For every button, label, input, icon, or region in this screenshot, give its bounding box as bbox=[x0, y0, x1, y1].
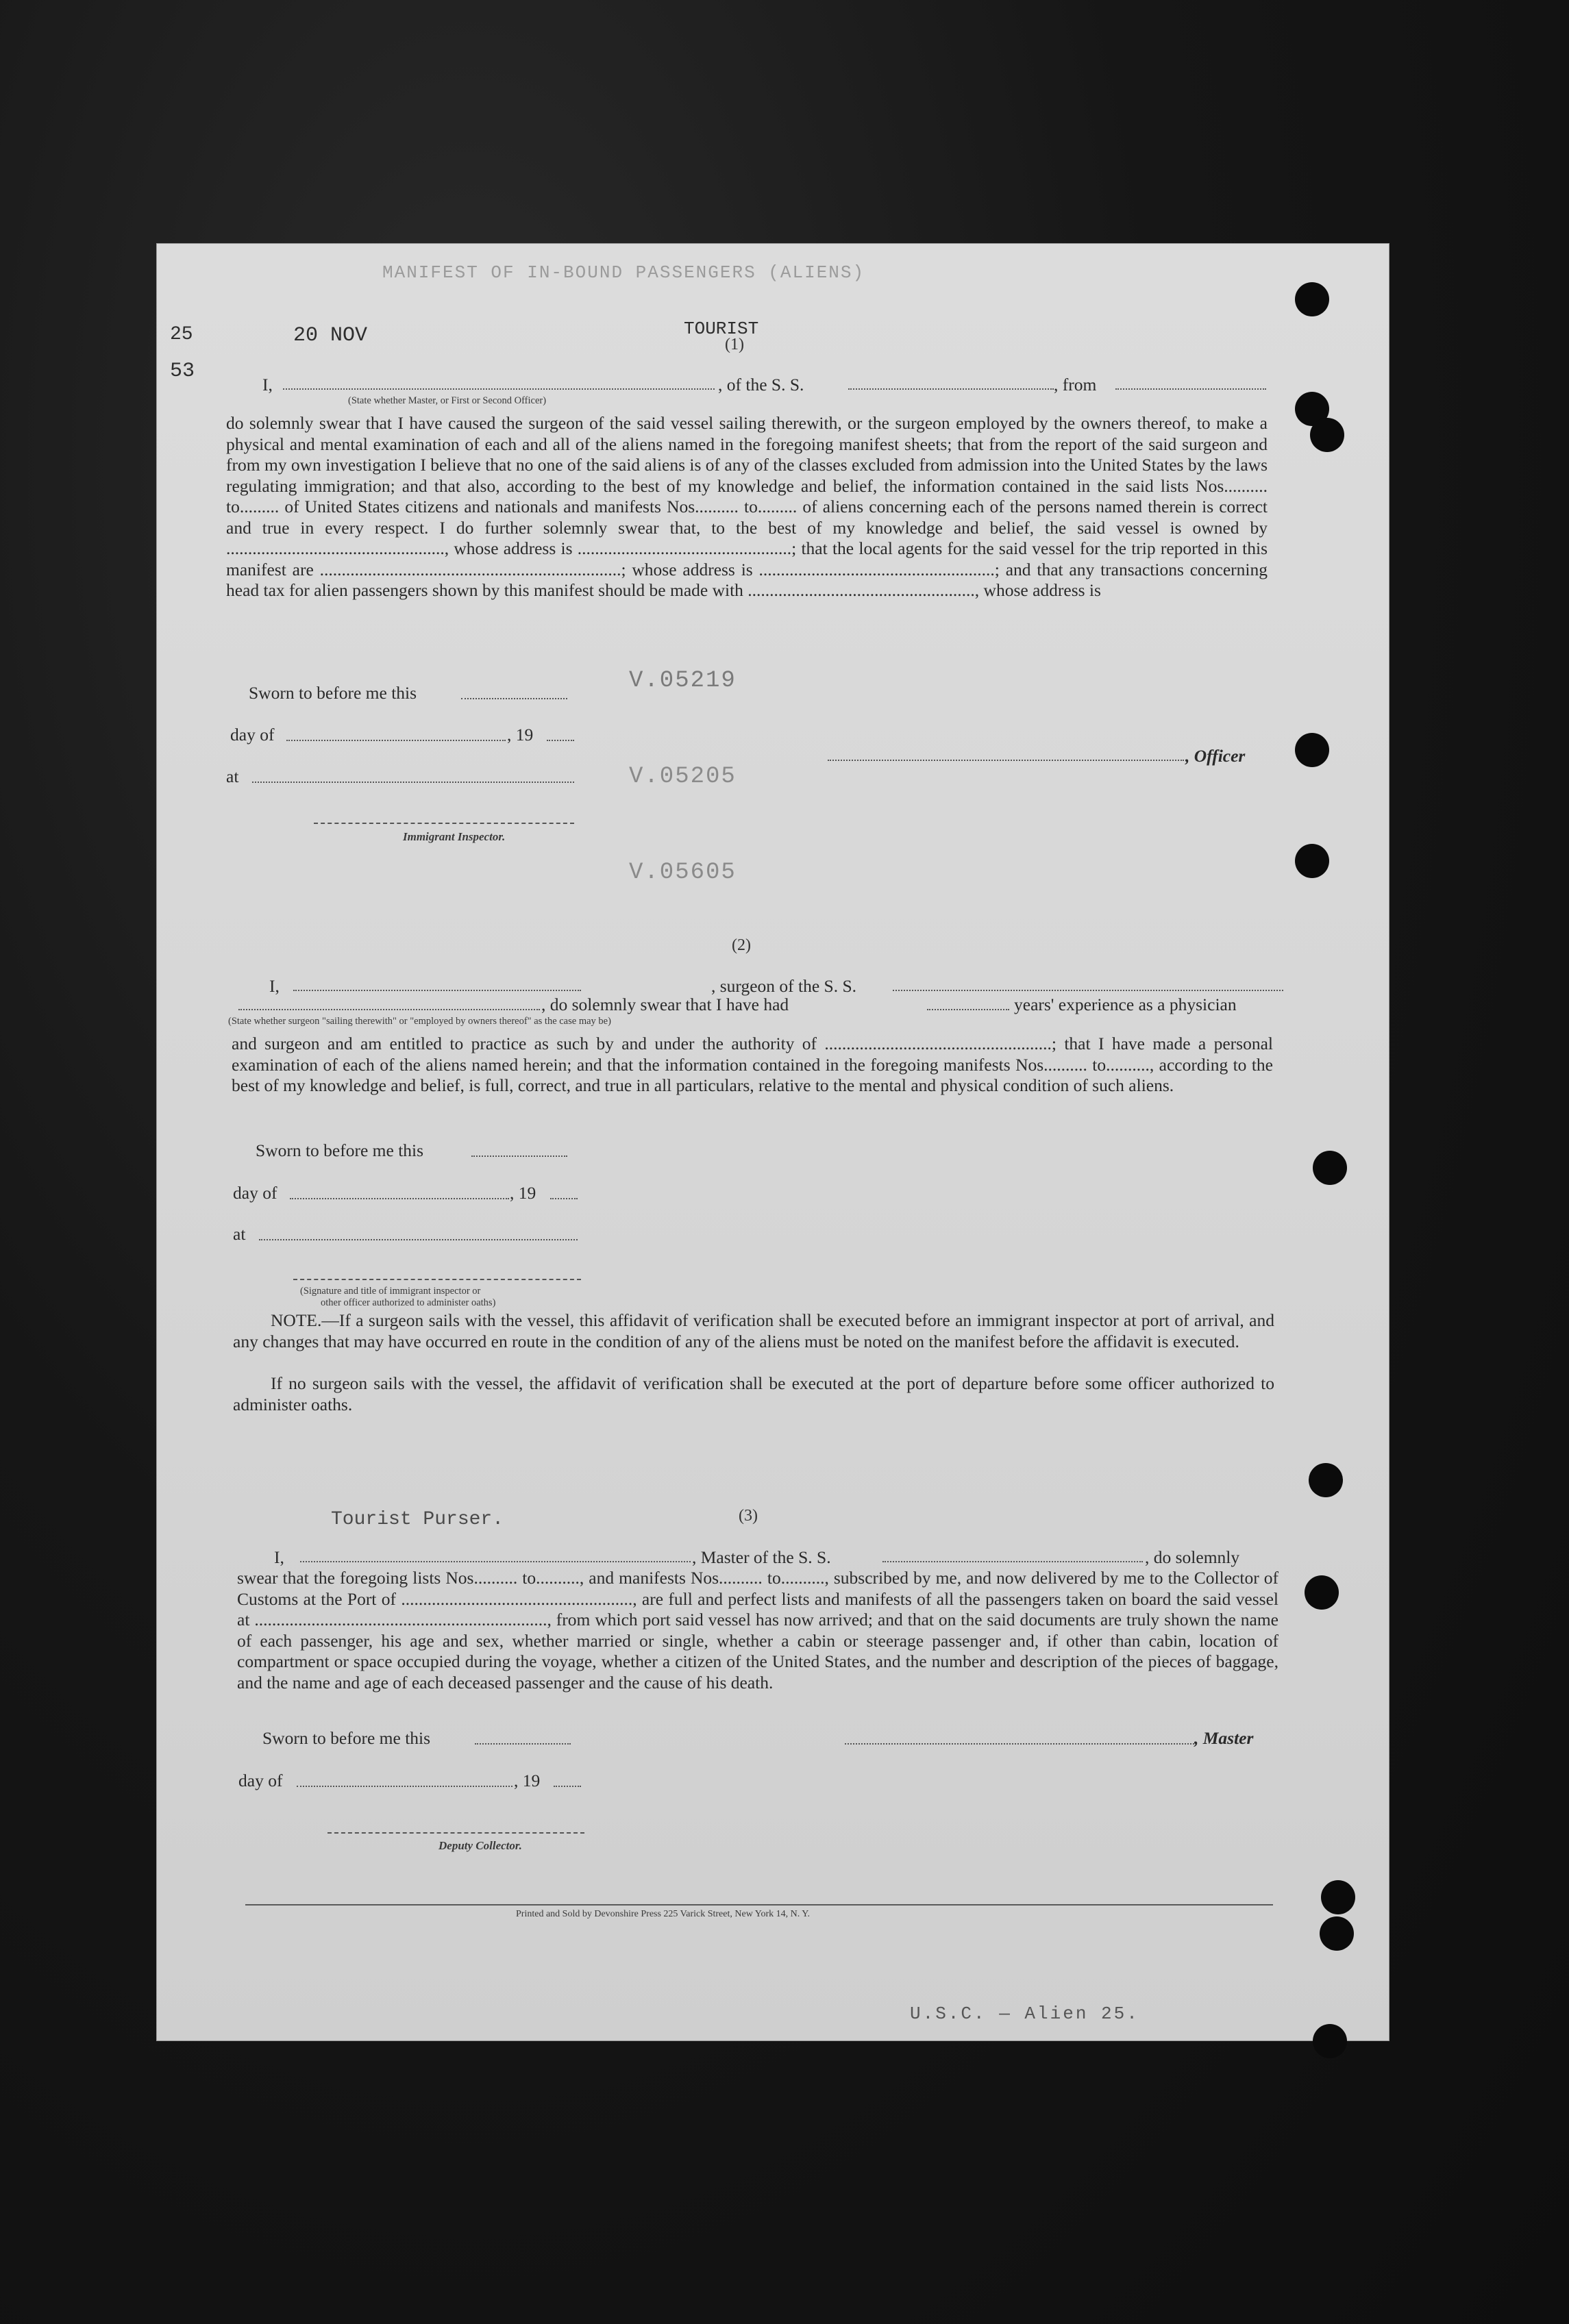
s1-at-label: at bbox=[226, 766, 239, 786]
s3-sworn-label: Sworn to before me this bbox=[262, 1728, 431, 1748]
bleed-through-header: MANIFEST OF IN-BOUND PASSENGERS (ALIENS) bbox=[382, 262, 865, 283]
s2-year-label: , 19 bbox=[510, 1183, 536, 1203]
s3-line1-end: , do solemnly bbox=[1145, 1547, 1240, 1567]
s2-sworn-line[interactable] bbox=[471, 1155, 567, 1157]
binder-hole bbox=[1309, 1463, 1343, 1497]
s3-sworn-line[interactable] bbox=[475, 1743, 571, 1745]
binder-hole bbox=[1320, 1916, 1354, 1951]
s1-line1-from: , from bbox=[1054, 375, 1097, 395]
s2-day-of-label: day of bbox=[233, 1183, 277, 1203]
s2-signature-caption-2: other officer authorized to administer oaths) bbox=[321, 1297, 496, 1308]
s3-master-label: , Master bbox=[1194, 1728, 1254, 1748]
s3-collector-line[interactable] bbox=[328, 1832, 584, 1834]
s2-title-line[interactable] bbox=[238, 1009, 540, 1010]
s2-note-2: If no surgeon sails with the vessel, the affidavit of verification shall be executed at the port of departure before some officer authorized to administer oaths. bbox=[233, 1373, 1274, 1414]
s3-year-label: , 19 bbox=[514, 1771, 541, 1790]
binder-hole bbox=[1295, 282, 1329, 316]
s1-inspector-line[interactable] bbox=[314, 823, 574, 824]
s3-day-line[interactable] bbox=[297, 1786, 512, 1787]
date-stamp: 20 NOV bbox=[293, 324, 368, 347]
s3-master-name-line[interactable] bbox=[300, 1561, 691, 1562]
left-margin-number: 53 bbox=[170, 360, 195, 383]
form-number: U.S.C. — Alien 25. bbox=[910, 2003, 1139, 2024]
binder-hole bbox=[1295, 844, 1329, 878]
s2-years-line[interactable] bbox=[927, 1009, 1009, 1010]
binder-hole bbox=[1305, 1575, 1339, 1610]
s3-handwritten-name: Tourist Purser. bbox=[331, 1509, 504, 1530]
s2-note: NOTE.—If a surgeon sails with the vessel, this affidavit of verification shall be executed before an immigrant inspector at port of arrival, and any changes that may have occurred en route in the condition of any of the aliens must be noted on the manifest before the affidavit is executed. bbox=[233, 1310, 1274, 1351]
s3-line1-mid: , Master of the S. S. bbox=[692, 1547, 831, 1567]
printer-credit: Printed and Sold by Devonshire Press 225 Varick Street, New York 14, N. Y. bbox=[516, 1909, 811, 1919]
s1-caption: (State whether Master, or First or Second Officer) bbox=[348, 395, 547, 406]
bleed-through-mark: V.05205 bbox=[629, 764, 737, 790]
s1-officer-name-line[interactable] bbox=[283, 388, 715, 390]
section-1-number: (1) bbox=[725, 336, 744, 353]
manifest-page bbox=[156, 243, 1389, 2041]
s3-master-signature-line[interactable] bbox=[845, 1743, 1194, 1745]
s1-officer-signature-line[interactable] bbox=[828, 760, 1184, 761]
binder-hole bbox=[1321, 1880, 1355, 1914]
s1-day-of-label: day of bbox=[230, 725, 275, 745]
s1-oath-paragraph: do solemnly swear that I have caused the surgeon of the said vessel sailing therewith, or the surgeon employed by the owners thereof, to make a physical and mental examination of each and all of the aliens named in the foregoing manifest sheets; that from the report of the said surgeon and from my own investigation I believe that no one of the said aliens is of any of the classes excluded from admission into the United States by the laws regulating immigration; and that also, according to the best of my knowledge and belief, the information contained in the said lists Nos.......... to......... of United States citizens and nationals and manifests Nos.......... to......... of aliens concerning each of the persons named therein is correct and true in every respect. I do further solemnly swear that, to the best of my knowledge and belief, the said vessel is owned by .................................................., whose address is .................................................; that the local agents for the said vessel for the trip reported in this manifest are .....................................................................; whose address is ......................................................; and that any transactions concerning head tax for alien passengers shown by this manifest should be made with ...................................................., whose address is bbox=[226, 413, 1268, 600]
section-3-number: (3) bbox=[739, 1507, 758, 1525]
s1-year-line[interactable] bbox=[547, 740, 574, 741]
s2-surgeon-of-label: , surgeon of the S. S. bbox=[711, 976, 857, 996]
binder-hole bbox=[1313, 1151, 1347, 1185]
s1-inspector-label: Immigrant Inspector. bbox=[403, 830, 506, 843]
s2-oath-paragraph: and surgeon and am entitled to practice as such by and under the authority of ....................................................; that I have made a personal examination of each of the aliens named herein; and that the information contained in the foregoing manifests Nos.......... to.........., according to the best of my knowledge and belief, is full, correct, and true in all particulars, relative to the mental and physical condition of such aliens. bbox=[232, 1034, 1273, 1095]
s1-day-line[interactable] bbox=[286, 740, 506, 741]
s1-line1-prefix: I, bbox=[262, 375, 273, 395]
s1-year-label: , 19 bbox=[507, 725, 534, 745]
s2-caption: (State whether surgeon "sailing therewith" or "employed by owners thereof" as the case may be) bbox=[228, 1016, 611, 1027]
section-2-number: (2) bbox=[732, 936, 751, 954]
s3-line1-prefix: I, bbox=[274, 1547, 284, 1567]
s3-collector-label: Deputy Collector. bbox=[438, 1839, 522, 1852]
s1-at-line[interactable] bbox=[252, 782, 574, 783]
s3-oath-paragraph: swear that the foregoing lists Nos.......... to.........., and manifests Nos.......... to.........., subscribed by me, and now delivered by me to the Collector of Customs at the Port of ....................................................., are full and perfect lists and manifests of all the passengers taken on board the said vessel at ..................................................................., from which port said vessel has now arrived; and that on the said documents are truly shown the name of each passenger, his age and sex, whether married or single, whether a cabin or steerage passenger and, if other than cabin, location of compartment or space occupied during the voyage, whether a citizen of the United States, and the number and description of the pieces of baggage, and the name and age of each deceased passenger and the cause of his death. bbox=[237, 1568, 1278, 1692]
s2-signature-caption-1: (Signature and title of immigrant inspector or bbox=[300, 1286, 481, 1297]
s2-day-line[interactable] bbox=[290, 1198, 509, 1199]
s2-surgeon-name-line[interactable] bbox=[293, 990, 581, 991]
s1-sworn-label: Sworn to before me this bbox=[249, 683, 417, 703]
class-stamp: TOURIST bbox=[684, 318, 759, 339]
bleed-through-mark: V.05219 bbox=[629, 668, 737, 694]
binder-hole bbox=[1295, 733, 1329, 767]
footer-rule bbox=[245, 1904, 1273, 1906]
bleed-through-mark: V.05605 bbox=[629, 860, 737, 886]
s1-sworn-line[interactable] bbox=[461, 698, 567, 699]
binder-hole bbox=[1313, 2024, 1347, 2058]
s3-year-line[interactable] bbox=[554, 1786, 581, 1787]
s1-line1-mid: , of the S. S. bbox=[718, 375, 804, 395]
s1-from-port-line[interactable] bbox=[1115, 388, 1266, 390]
s1-ship-name-line[interactable] bbox=[848, 388, 1054, 390]
s2-at-label: at bbox=[233, 1224, 246, 1244]
s1-officer-label: , Officer bbox=[1185, 746, 1246, 766]
s2-year-line[interactable] bbox=[550, 1198, 578, 1199]
s2-line1-end: years' experience as a physician bbox=[1014, 995, 1237, 1014]
s3-day-of-label: day of bbox=[238, 1771, 283, 1790]
s2-line1-mid: , do solemnly swear that I have had bbox=[541, 995, 789, 1014]
binder-hole bbox=[1310, 418, 1344, 452]
s2-at-line[interactable] bbox=[259, 1239, 578, 1240]
s2-ship-name-line[interactable] bbox=[893, 990, 1283, 991]
s2-sworn-label: Sworn to before me this bbox=[256, 1140, 424, 1160]
s2-signature-line[interactable] bbox=[293, 1279, 581, 1280]
s2-line1-prefix: I, bbox=[269, 976, 280, 996]
top-left-mark: 25 bbox=[170, 324, 193, 345]
s3-ship-name-line[interactable] bbox=[882, 1561, 1143, 1562]
